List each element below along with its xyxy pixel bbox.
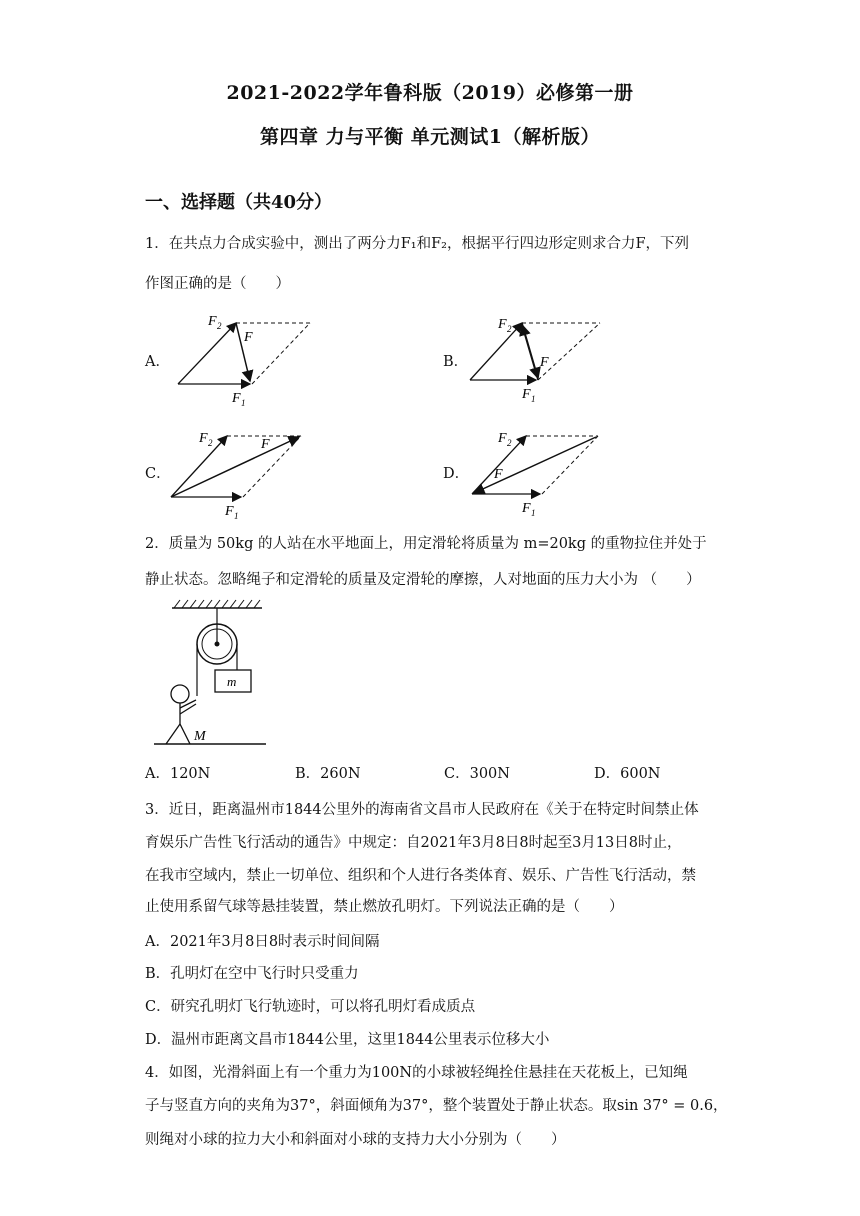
mass-label: m — [227, 674, 237, 689]
svg-text:1: 1 — [531, 508, 536, 518]
q1-option-d-label: D． — [443, 466, 470, 482]
q3-stem-line-2: 育娱乐广告性飞行活动的通告》中规定：自2021年3月8日8时起至3月13日8时止， — [145, 835, 682, 851]
q1-option-b-label: B． — [443, 354, 469, 370]
q3-option-d: D．温州市距离文昌市1844公里，这里1844公里表示位移大小 — [145, 1032, 550, 1048]
q4-stem-line-2: 子与竖直方向的夹角为37°，斜面倾角为37°，整个装置处于静止状态。取sin 37° = 0.6， — [145, 1098, 728, 1114]
svg-text:2: 2 — [208, 438, 213, 448]
svg-text:1: 1 — [234, 511, 239, 521]
q2-pulley-figure — [150, 596, 280, 752]
q2-option-c: C．300N — [444, 766, 510, 782]
q1-option-a-label: A． — [145, 354, 170, 370]
label-f1: F — [232, 391, 241, 406]
q1-figure-d — [466, 422, 616, 522]
svg-text:1: 1 — [241, 398, 246, 408]
q2-option-a: A．120N — [145, 766, 211, 782]
label-f2: F — [208, 314, 217, 329]
label-f1: F — [522, 501, 531, 516]
svg-text:2: 2 — [507, 438, 512, 448]
svg-text:1: 1 — [531, 394, 536, 404]
section-heading: 一、选择题（共40分） — [145, 192, 333, 213]
q2-option-b: B．260N — [295, 766, 361, 782]
label-f: F — [540, 355, 549, 370]
label-f2: F — [199, 431, 208, 446]
title-line-2: 第四章 力与平衡 单元测试1（解析版） — [260, 126, 600, 148]
q3-stem-line-1: 3．近日，距离温州市1844公里外的海南省文昌市人民政府在《关于在特定时间禁止体 — [145, 802, 699, 818]
label-f2: F — [498, 431, 507, 446]
q2-stem-line-2: 静止状态。忽略绳子和定滑轮的质量及定滑轮的摩擦，人对地面的压力大小为 （ ） — [145, 572, 701, 588]
q1-figure-b — [462, 308, 612, 408]
q1-option-c-label: C． — [145, 466, 171, 482]
q3-option-c: C．研究孔明灯飞行轨迹时，可以将孔明灯看成质点 — [145, 999, 476, 1015]
label-f1: F — [225, 504, 234, 519]
label-f: F — [244, 330, 253, 345]
person-mass-label: M — [194, 729, 206, 744]
title-line-1: 2021-2022学年鲁科版（2019）必修第一册 — [226, 82, 634, 104]
label-f1: F — [522, 387, 531, 402]
q2-option-d: D．600N — [594, 766, 661, 782]
q1-stem-line-2: 作图正确的是（ ） — [145, 276, 290, 292]
q3-stem-line-3: 在我市空域内，禁止一切单位、组织和个人进行各类体育、娱乐、广告性飞行活动，禁 — [145, 868, 696, 884]
q3-option-b: B．孔明灯在空中飞行时只受重力 — [145, 966, 359, 982]
label-f: F — [261, 437, 270, 452]
q3-stem-line-4: 止使用系留气球等悬挂装置，禁止燃放孔明灯。下列说法正确的是（ ） — [145, 899, 624, 915]
q1-figure-a — [170, 308, 320, 408]
q4-stem-line-1: 4．如图，光滑斜面上有一个重力为100N的小球被轻绳拴住悬挂在天花板上，已知绳 — [145, 1065, 688, 1081]
label-f2: F — [498, 317, 507, 332]
q4-stem-line-3: 则绳对小球的拉力大小和斜面对小球的支持力大小分别为（ ） — [145, 1132, 566, 1148]
svg-text:2: 2 — [507, 324, 512, 334]
q2-stem-line-1: 2．质量为 50kg 的人站在水平地面上，用定滑轮将质量为 m=20kg 的重物拉住并处于 — [145, 536, 707, 552]
q1-stem-line-1: 1．在共点力合成实验中，测出了两分力F₁和F₂，根据平行四边形定则求合力F，下列 — [145, 236, 690, 252]
label-f: F — [494, 467, 503, 482]
q1-figure-c — [165, 422, 315, 522]
q3-option-a: A．2021年3月8日8时表示时间间隔 — [145, 934, 380, 950]
svg-text:2: 2 — [217, 321, 222, 331]
